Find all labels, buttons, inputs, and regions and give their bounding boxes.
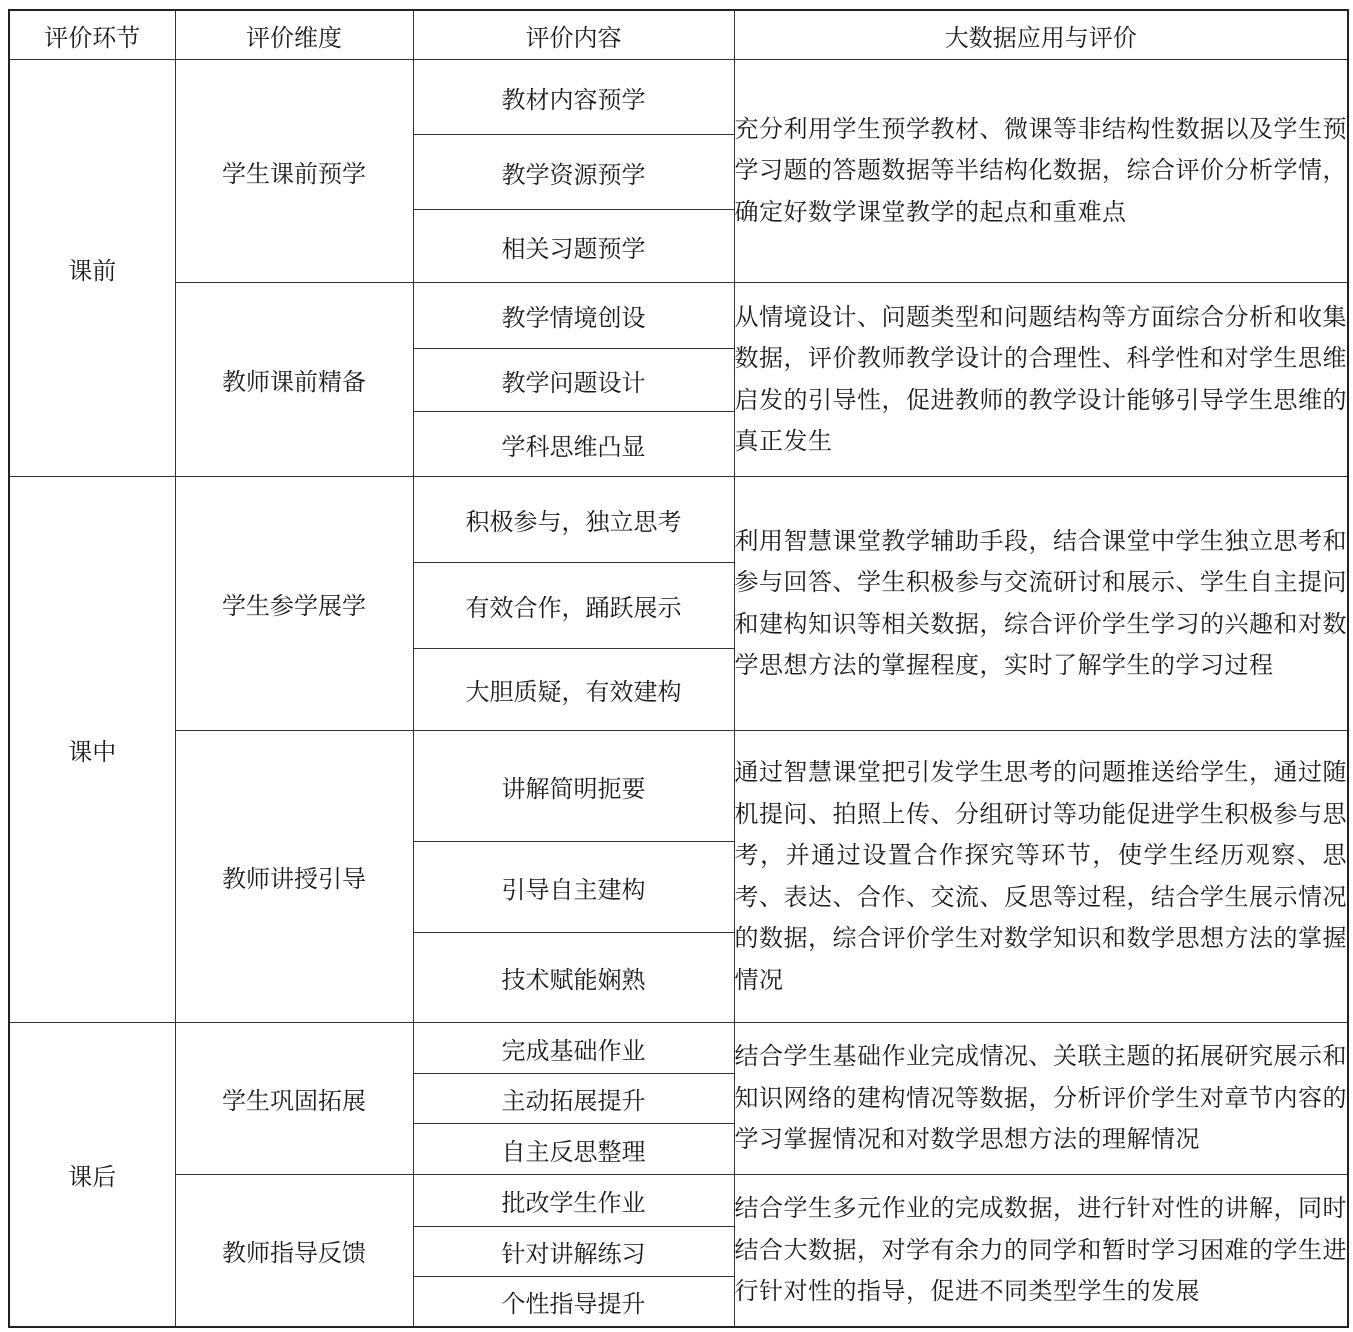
header-dimension: 评价维度 — [175, 10, 413, 60]
content-cell: 个性指导提升 — [413, 1277, 734, 1327]
content-cell: 教学资源预学 — [413, 135, 734, 210]
description-cell: 利用智慧课堂教学辅助手段，结合课堂中学生独立思考和参与回答、学生积极参与交流研讨和展示、学生自主提问和建构知识等相关数据，综合评价学生学习的兴趣和对数学思想方法的掌握程度，实时了解学生的学习过程 — [734, 477, 1348, 731]
dimension-cell: 学生参学展学 — [175, 477, 413, 731]
header-content: 评价内容 — [413, 10, 734, 60]
content-cell: 教材内容预学 — [413, 60, 734, 135]
dimension-cell: 学生课前预学 — [175, 60, 413, 283]
dimension-cell: 学生巩固拓展 — [175, 1023, 413, 1175]
description-cell: 从情境设计、问题类型和问题结构等方面综合分析和收集数据，评价教师教学设计的合理性、科学性和对学生思维启发的引导性，促进教师的教学设计能够引导学生思维的真正发生 — [734, 283, 1348, 477]
content-cell: 教学问题设计 — [413, 349, 734, 412]
table-row — [9, 60, 1348, 135]
content-cell: 相关习题预学 — [413, 210, 734, 283]
content-cell: 自主反思整理 — [413, 1124, 734, 1175]
stage-cell: 课中 — [9, 477, 175, 1023]
stage-cell: 课前 — [9, 60, 175, 477]
table-row — [9, 731, 1348, 842]
dimension-cell: 教师讲授引导 — [175, 731, 413, 1023]
content-cell: 针对讲解练习 — [413, 1227, 734, 1277]
description-cell: 结合学生基础作业完成情况、关联主题的拓展研究展示和知识网络的建构情况等数据，分析评价学生对章节内容的学习掌握情况和对数学思想方法的理解情况 — [734, 1023, 1348, 1175]
content-cell: 主动拓展提升 — [413, 1074, 734, 1124]
table-row — [9, 1175, 1348, 1227]
content-cell: 有效合作，踊跃展示 — [413, 563, 734, 649]
dimension-cell: 教师指导反馈 — [175, 1175, 413, 1327]
content-cell: 积极参与，独立思考 — [413, 477, 734, 563]
header-row — [9, 10, 1348, 60]
content-cell: 学科思维凸显 — [413, 412, 734, 477]
description-cell: 充分利用学生预学教材、微课等非结构性数据以及学生预学习题的答题数据等半结构化数据，综合评价分析学情，确定好数学课堂教学的起点和重难点 — [734, 60, 1348, 283]
header-bigdata: 大数据应用与评价 — [734, 10, 1348, 60]
content-cell: 引导自主建构 — [413, 842, 734, 933]
stage-cell: 课后 — [9, 1023, 175, 1327]
content-cell: 完成基础作业 — [413, 1023, 734, 1074]
content-cell: 批改学生作业 — [413, 1175, 734, 1227]
header-stage: 评价环节 — [9, 10, 175, 60]
table-row — [9, 477, 1348, 563]
description-cell: 结合学生多元作业的完成数据，进行针对性的讲解，同时结合大数据，对学有余力的同学和暂时学习困难的学生进行针对性的指导，促进不同类型学生的发展 — [734, 1175, 1348, 1327]
table-row — [9, 1023, 1348, 1074]
dimension-cell: 教师课前精备 — [175, 283, 413, 477]
table-row — [9, 283, 1348, 349]
content-cell: 讲解简明扼要 — [413, 731, 734, 842]
content-cell: 教学情境创设 — [413, 283, 734, 349]
content-cell: 技术赋能娴熟 — [413, 933, 734, 1023]
description-cell: 通过智慧课堂把引发学生思考的问题推送给学生，通过随机提问、拍照上传、分组研讨等功能促进学生积极参与思考，并通过设置合作探究等环节，使学生经历观察、思考、表达、合作、交流、反思等过程，结合学生展示情况的数据，综合评价学生对数学知识和数学思想方法的掌握情况 — [734, 731, 1348, 1023]
evaluation-table — [8, 9, 1349, 1328]
content-cell: 大胆质疑，有效建构 — [413, 649, 734, 731]
